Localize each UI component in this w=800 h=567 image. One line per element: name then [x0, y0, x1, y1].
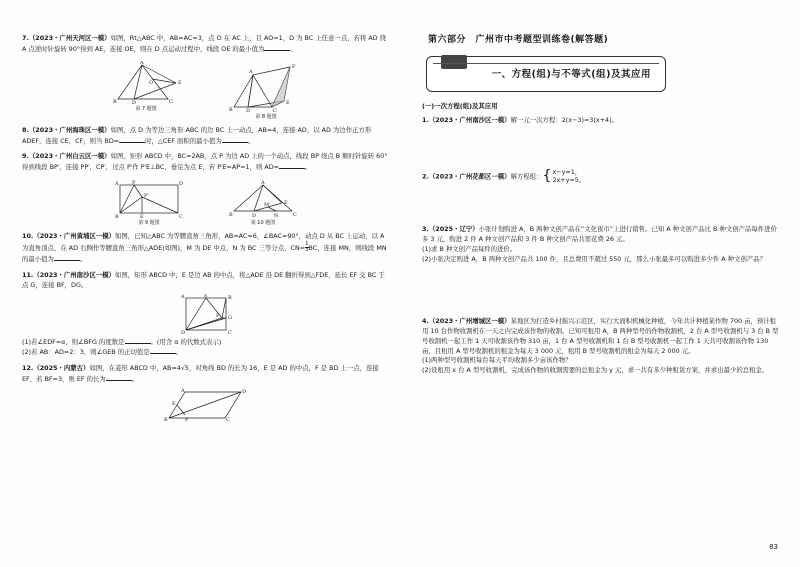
figure-9-caption: 第 9 题图	[138, 220, 160, 227]
svg-text:F: F	[185, 417, 189, 423]
q11-answer-blank-2	[150, 347, 176, 354]
q8-answer-blank-1	[119, 136, 145, 143]
question-12: 12.（2025・内蒙古）如图，在菱形 ABCD 中，AB=4√5，对角线 BD 的长为 16，E 是 AD 的中点，F 是 BD 上一点，连接 EF，若 BF=3，则 EF 的长为 。 A D B C E F	[22, 364, 390, 422]
svg-text:A: A	[181, 293, 185, 300]
q11-answer-blank-1	[125, 337, 151, 344]
svg-text:C: C	[169, 98, 173, 105]
svg-text:D: D	[132, 99, 137, 105]
q8-source: 8.（2023・广州海珠区一模）	[22, 125, 111, 134]
r3-part2: (2)小张决定购进 A，B 两种文创产品共 100 件，且总费用不超过 550 元，那么小张最多可以购进多少件 A 种文创产品？	[422, 254, 767, 263]
svg-text:A: A	[261, 180, 265, 187]
subsection-title: (一)一次方程(组)及其应用	[422, 101, 498, 110]
question-r2	[422, 168, 782, 185]
svg-text:G: G	[228, 314, 232, 321]
svg-text:E: E	[284, 200, 288, 207]
svg-text:E: E	[286, 99, 290, 106]
figure-9	[112, 179, 186, 228]
r3-text: 小张计划购进 A，B 两种文创产品在“文化夜市”上进行销售。已知 A 种文创产品比 B 种文创产品每件进价多 3 元，购进 2 件 A 种文创产品和 3 件 B 种文创产品共需花费 26 元。	[422, 225, 777, 243]
figure-8	[226, 61, 306, 122]
svg-text:E: E	[178, 79, 182, 86]
chapter-banner	[426, 56, 666, 92]
svg-text:C: C	[293, 212, 297, 219]
figures-7-8	[22, 61, 390, 122]
q10-text: 如图，已知△ABC 为等腰直角三角形，AB=AC=6，∠BAC=90°，动点 D 从 BC 上运动，以 A 为直角顶点，在 AD 右侧作等腰直角三角形△ADE(如图)，M 为 DE 中点，N 为 BC 三等分点，CN=	[22, 232, 385, 252]
q9-text: 如图，矩形 ABCD 中，BC=2AB，点 P 为边 AD 上的一个动点，线段 BP 绕点 B 顺时针旋转 60°得到线段 BP′，连接 PP′，CP′，过点 P′作 P′E⊥BC，垂足为点 E，若 P′E=AP=1，则 AD=	[22, 152, 388, 172]
svg-text:D: D	[252, 213, 257, 220]
svg-text:D: D	[179, 181, 184, 188]
r2-equation-system: { x−y=1， 2x+y=5。	[542, 167, 586, 185]
section-title: 第六部分 广州市中考题型训练卷(解答题)	[428, 35, 609, 45]
svg-text:P': P'	[144, 193, 149, 200]
q10-fraction: $\frac{1}{3}$	[305, 240, 309, 254]
svg-text:F: F	[292, 63, 296, 70]
q11-source: 11.（2023・广州南沙区一模）	[22, 270, 116, 279]
question-7: 7.（2023・广州天河区一模）如图，Rt△ABC 中，AB=AC=3，点 O 在 AC 上，且 AO=1，D 为 BC 上任意一点，若将 AD 绕 A 点逆时针旋转 90°得到 AE，连接 OE，则在 D 点运动过程中，线段 OE 的最小值为 。	[22, 34, 387, 53]
figure-7	[106, 61, 186, 122]
figure-8-diagram	[226, 61, 306, 113]
svg-text:F: F	[216, 312, 220, 319]
q10-rest: BC，连接 MN，则线段 MN 的最小值为	[22, 243, 387, 263]
q7-text: 如图，Rt△ABC 中，AB=AC=3，点 O 在 AC 上，且 AO=1，D 为 BC 上任意一点，若将 AD 绕 A 点逆时针旋转 90°得到 AE，连接 OE，则在 D 点运动过程中，线段 OE 的最小值为	[22, 34, 387, 53]
q8-answer-blank-2	[222, 136, 248, 143]
r2-text: 解方程组：	[510, 172, 543, 181]
figure-10-diagram	[226, 179, 300, 219]
page-number: 83	[769, 543, 778, 552]
q9-source: 9.（2023・广州白云区一模）	[22, 152, 111, 161]
svg-text:A: A	[181, 388, 185, 395]
r4-text: 某地区为打造乡村振兴示范区，实行大面积机械化种植，今年共计种植某作物 700 亩，预计租用 10 台作物收割机在一天之内完成该作物的收割。已知可租用 A，B 两种型号的作物收割机，2 台 A 型号收割机与 3 台 B 型号收割机一起工作 1 天可收割该作物 310 亩，1 台 A 型号收割机和 1 台 B 型号收割机一起工作 1 天共可收割该作物 130 亩，且租用 A 型号收割机的租金为每天 3 000 元，租用 B 型号收割机的租金为每天 2 000 元。	[422, 316, 779, 355]
svg-text:E: E	[140, 214, 144, 220]
figure-11-diagram	[178, 294, 234, 334]
r2-source: 2.（2023・广州花都区一模）	[422, 172, 511, 181]
svg-text:B: B	[229, 106, 233, 113]
figure-12-diagram	[163, 388, 249, 422]
question-11: 11.（2023・广州南沙区一模）如图，矩形 ABCD 中，E 是边 AB 的中点，将△ADE 沿 DE 翻折得到△FDE，延长 EF 交 BC 于点 G，连接 BF，DG。 A E B D C G F (1)若∠EDF=α，则∠BFG 的度数是 。(用含 α 的代数式表示) (2)若 AB：AD=2：3，则∠GEB 的正切值是 。	[22, 271, 390, 359]
r4-source: 4.（2023・广州增城区一模）	[422, 316, 511, 325]
svg-text:D: D	[181, 329, 186, 334]
q9-answer-blank	[279, 162, 305, 169]
q12-answer-blank	[106, 374, 132, 381]
svg-text:E: E	[204, 293, 208, 299]
q7-source: 7.（2023・广州天河区一模）	[22, 34, 111, 42]
q10-answer-blank	[54, 254, 80, 261]
svg-text:B: B	[113, 98, 117, 105]
figure-12	[22, 388, 390, 422]
q12-source: 12.（2025・内蒙古）	[22, 364, 90, 373]
r3-part1: (1)求 B 种文创产品每件的进价。	[422, 244, 517, 253]
svg-text:C: C	[273, 107, 277, 113]
figure-10-caption: 第 10 题图	[250, 220, 276, 227]
r3-source: 3.（2025・辽宁）	[422, 225, 479, 234]
svg-text:C: C	[226, 417, 230, 423]
figure-7-diagram	[106, 61, 186, 105]
svg-text:B: B	[115, 214, 119, 220]
q11-text: 如图，矩形 ABCD 中，E 是边 AB 的中点，将△ADE 沿 DE 翻折得到△FDE，延长 EF 交 BC 于点 G，连接 BF，DG。	[22, 270, 385, 289]
svg-text:P: P	[132, 180, 136, 187]
question-8: 8.（2023・广州海珠区一模）如图，点 D 为等边三角形 ABC 的边 BC 上一动点，AB=4，连接 AD，以 AD 为边作正方形 ADEF，连接 CE，CF，则当 BD= 时，△CEF 面积的最小值为 。	[22, 125, 372, 145]
svg-text:B: B	[164, 417, 168, 423]
svg-text:E: E	[172, 401, 176, 408]
q10-source: 10.（2023・广州黄埔区一模）	[22, 232, 116, 241]
question-10: 10.（2023・广州黄埔区一模）如图，已知△ABC 为等腰直角三角形，AB=AC=6，∠BAC=90°，动点 D 从 BC 上运动，以 A 为直角顶点，在 AD 右侧作等腰直角三角形△ADE(如图)，M 为 DE 中点，N 为 BC 三等分点，CN= $\frac{1}{3}$ BC，连接 MN，则线段 MN 的最小值为 。	[22, 232, 387, 263]
figure-8-caption: 第 8 题图	[255, 113, 277, 120]
r4-part2: (2)设租用 x 台 A 型号收割机，完成该作物的收割需要的总租金为 y 元，求一共有多少种租赁方案，并求出最少的总租金。	[422, 366, 769, 375]
r4-part1: (1)两种型号收割机每台每天平均收割多少亩该作物？	[422, 356, 572, 365]
svg-text:C: C	[228, 329, 232, 334]
svg-text:D: D	[246, 107, 251, 113]
q7-answer-blank	[264, 44, 290, 51]
svg-text:M: M	[264, 202, 270, 209]
r1-text: 解一元一次方程：2(x−3)=3(x+4)。	[510, 115, 618, 124]
svg-text:A: A	[140, 60, 144, 66]
figure-7-caption: 第 7 题图	[135, 105, 157, 112]
svg-text:D: D	[242, 389, 247, 396]
question-9: 9.（2023・广州白云区一模）如图，矩形 ABCD 中，BC=2AB，点 P 为边 AD 上的一个动点，线段 BP 绕点 B 顺时针旋转 60°得到线段 BP′，连接 PP′，CP′，过点 P′作 P′E⊥BC，垂足为点 E，若 P′E=AP=1，则 AD= 。	[22, 152, 388, 172]
svg-text:N: N	[274, 213, 279, 220]
question-r3	[422, 225, 782, 265]
q11-part1: (1)若∠EDF=α，则∠BFG 的度数是	[22, 337, 125, 346]
figure-10	[226, 179, 300, 228]
svg-text:C: C	[179, 214, 183, 220]
svg-text:A: A	[115, 181, 119, 188]
svg-text:O: O	[149, 79, 154, 86]
banner-title: 一、方程(组)与不等式(组)及其应用	[491, 69, 651, 81]
q11-part2: (2)若 AB：AD=2：3，则∠GEB 的正切值是	[22, 348, 150, 357]
svg-text:B: B	[228, 294, 232, 301]
r1-source: 1.（2023・广州南沙区一模）	[422, 115, 511, 124]
figure-9-diagram	[112, 179, 186, 219]
question-r1	[422, 116, 782, 126]
svg-text:B: B	[229, 212, 233, 219]
q12-text: 如图，在菱形 ABCD 中，AB=4√5，对角线 BD 的长为 16，E 是 AD 的中点，F 是 BD 上一点，连接 EF，若 BF=3，则 EF 的长为	[22, 364, 379, 384]
q8-text: 如图，点 D 为等边三角形 ABC 的边 BC 上一动点，AB=4，连接 AD，以 AD 为边作正方形 ADEF，连接 CE，CF，则当 BD=	[22, 125, 372, 145]
figure-11	[22, 294, 390, 334]
right-column	[422, 34, 782, 382]
question-r4	[422, 317, 782, 377]
figures-9-10	[22, 179, 390, 228]
left-column	[22, 34, 390, 428]
svg-text:A: A	[249, 68, 253, 75]
